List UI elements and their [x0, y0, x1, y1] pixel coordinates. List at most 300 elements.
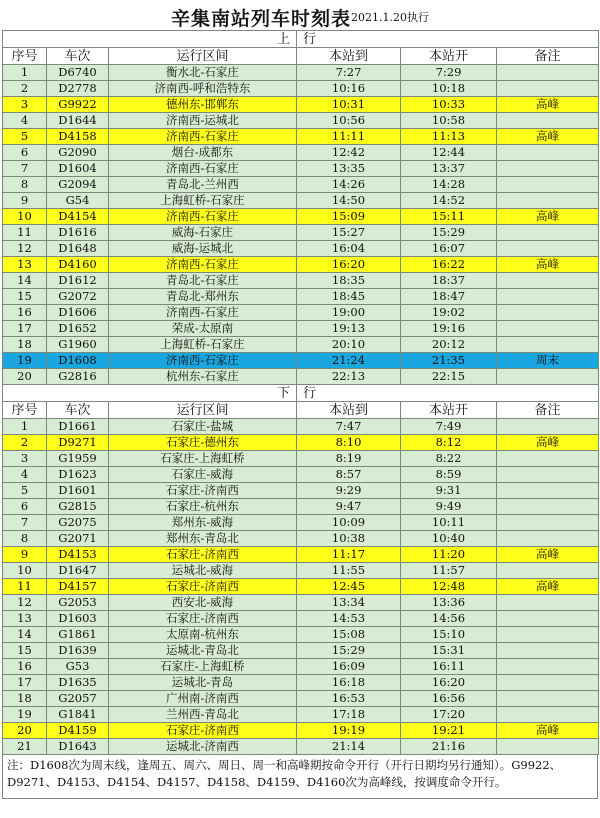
route: 济南西-石家庄	[109, 209, 297, 225]
arrival-time: 12:45	[297, 579, 401, 595]
train-number: G2815	[47, 499, 109, 515]
table-row	[3, 145, 599, 161]
row-number: 9	[3, 193, 47, 209]
remark	[497, 643, 599, 659]
table-row	[3, 659, 599, 675]
remark	[497, 145, 599, 161]
row-number: 13	[3, 611, 47, 627]
train-number: D4159	[47, 723, 109, 739]
page-title: 辛集南站列车时刻表	[171, 8, 352, 30]
departure-time: 15:11	[401, 209, 497, 225]
arrival-time: 15:27	[297, 225, 401, 241]
remark	[497, 611, 599, 627]
table-row	[3, 65, 599, 81]
table-row	[3, 81, 599, 97]
departure-time: 8:12	[401, 435, 497, 451]
row-number: 21	[3, 739, 47, 755]
remark	[497, 451, 599, 467]
departure-time: 12:48	[401, 579, 497, 595]
train-number: D1647	[47, 563, 109, 579]
table-row	[3, 161, 599, 177]
train-number: D1635	[47, 675, 109, 691]
row-number: 8	[3, 531, 47, 547]
down-label-right: 行	[297, 385, 599, 402]
timetable-title	[0, 0, 600, 30]
departure-time: 21:35	[401, 353, 497, 369]
remark	[497, 419, 599, 435]
arrival-time: 13:35	[297, 161, 401, 177]
train-number: D9271	[47, 435, 109, 451]
table-row	[3, 643, 599, 659]
table-row	[3, 321, 599, 337]
route: 青岛北-兰州西	[109, 177, 297, 193]
row-number: 10	[3, 563, 47, 579]
remark	[497, 595, 599, 611]
remark	[497, 113, 599, 129]
row-number: 7	[3, 161, 47, 177]
row-number: 1	[3, 65, 47, 81]
route: 衡水北-石家庄	[109, 65, 297, 81]
table-row	[3, 483, 599, 499]
train-number: D1608	[47, 353, 109, 369]
route: 运城北-青岛	[109, 675, 297, 691]
route: 石家庄-上海虹桥	[109, 451, 297, 467]
row-number: 16	[3, 305, 47, 321]
table-row	[3, 451, 599, 467]
table-row	[3, 723, 599, 739]
arrival-time: 9:29	[297, 483, 401, 499]
remark	[497, 161, 599, 177]
remark	[497, 321, 599, 337]
remark	[497, 369, 599, 385]
train-number: G2057	[47, 691, 109, 707]
train-number: G2053	[47, 595, 109, 611]
up-direction-header	[3, 31, 599, 48]
up-label-right: 行	[297, 31, 599, 48]
remark	[497, 241, 599, 257]
train-number: G2071	[47, 531, 109, 547]
remark	[497, 515, 599, 531]
down-column-header	[3, 402, 599, 419]
table-row	[3, 515, 599, 531]
col-train-header: 车次	[47, 48, 109, 65]
col-depart-header: 本站开	[401, 402, 497, 419]
route: 郑州东-青岛北	[109, 531, 297, 547]
table-row	[3, 579, 599, 595]
departure-time: 18:37	[401, 273, 497, 289]
arrival-time: 16:20	[297, 257, 401, 273]
route: 济南西-石家庄	[109, 129, 297, 145]
remark	[497, 305, 599, 321]
train-number: D1616	[47, 225, 109, 241]
up-label-left: 上	[3, 31, 297, 48]
arrival-time: 11:11	[297, 129, 401, 145]
route: 德州东-邯郸东	[109, 97, 297, 113]
remark: 高峰	[497, 129, 599, 145]
train-number: D1623	[47, 467, 109, 483]
arrival-time: 10:56	[297, 113, 401, 129]
row-number: 4	[3, 113, 47, 129]
arrival-time: 16:53	[297, 691, 401, 707]
table-row	[3, 273, 599, 289]
arrival-time: 8:10	[297, 435, 401, 451]
arrival-time: 20:10	[297, 337, 401, 353]
table-row	[3, 531, 599, 547]
row-number: 2	[3, 81, 47, 97]
departure-time: 15:31	[401, 643, 497, 659]
table-row	[3, 467, 599, 483]
route: 石家庄-德州东	[109, 435, 297, 451]
route: 济南西-石家庄	[109, 257, 297, 273]
timetable	[2, 30, 599, 755]
arrival-time: 18:45	[297, 289, 401, 305]
departure-time: 19:02	[401, 305, 497, 321]
col-arrive-header: 本站到	[297, 48, 401, 65]
remark: 高峰	[497, 723, 599, 739]
route: 上海虹桥-石家庄	[109, 193, 297, 209]
arrival-time: 15:08	[297, 627, 401, 643]
route: 上海虹桥-石家庄	[109, 337, 297, 353]
train-number: G1861	[47, 627, 109, 643]
route: 烟台-成都东	[109, 145, 297, 161]
row-number: 15	[3, 643, 47, 659]
departure-time: 16:11	[401, 659, 497, 675]
remark: 周末	[497, 353, 599, 369]
train-number: D6740	[47, 65, 109, 81]
arrival-time: 12:42	[297, 145, 401, 161]
train-number: D4154	[47, 209, 109, 225]
route: 石家庄-济南西	[109, 611, 297, 627]
route: 石家庄-济南西	[109, 547, 297, 563]
table-row	[3, 257, 599, 273]
train-number: D4160	[47, 257, 109, 273]
arrival-time: 9:47	[297, 499, 401, 515]
row-number: 18	[3, 691, 47, 707]
arrival-time: 11:17	[297, 547, 401, 563]
arrival-time: 19:00	[297, 305, 401, 321]
train-number: D2778	[47, 81, 109, 97]
arrival-time: 16:09	[297, 659, 401, 675]
departure-time: 14:52	[401, 193, 497, 209]
route: 威海-石家庄	[109, 225, 297, 241]
remark	[497, 483, 599, 499]
departure-time: 15:10	[401, 627, 497, 643]
arrival-time: 8:19	[297, 451, 401, 467]
departure-time: 11:13	[401, 129, 497, 145]
remark	[497, 627, 599, 643]
remark	[497, 691, 599, 707]
departure-time: 8:59	[401, 467, 497, 483]
departure-time: 15:29	[401, 225, 497, 241]
route: 济南西-石家庄	[109, 161, 297, 177]
remark	[497, 707, 599, 723]
departure-time: 19:21	[401, 723, 497, 739]
arrival-time: 11:55	[297, 563, 401, 579]
departure-time: 16:22	[401, 257, 497, 273]
route: 西安北-威海	[109, 595, 297, 611]
row-number: 17	[3, 321, 47, 337]
remark	[497, 289, 599, 305]
row-number: 1	[3, 419, 47, 435]
route: 运城北-青岛北	[109, 643, 297, 659]
remark	[497, 531, 599, 547]
col-note-header: 备注	[497, 48, 599, 65]
remark	[497, 81, 599, 97]
row-number: 9	[3, 547, 47, 563]
table-row	[3, 193, 599, 209]
row-number: 3	[3, 97, 47, 113]
remark: 高峰	[497, 547, 599, 563]
train-number: G1841	[47, 707, 109, 723]
arrival-time: 14:53	[297, 611, 401, 627]
remark	[497, 675, 599, 691]
row-number: 19	[3, 707, 47, 723]
table-row	[3, 97, 599, 113]
route: 石家庄-上海虹桥	[109, 659, 297, 675]
row-number: 20	[3, 723, 47, 739]
table-row	[3, 627, 599, 643]
table-row	[3, 435, 599, 451]
departure-time: 13:37	[401, 161, 497, 177]
train-number: D1601	[47, 483, 109, 499]
train-number: D1644	[47, 113, 109, 129]
arrival-time: 21:24	[297, 353, 401, 369]
train-number: D4158	[47, 129, 109, 145]
table-row	[3, 353, 599, 369]
train-number: D1661	[47, 419, 109, 435]
col-depart-header: 本站开	[401, 48, 497, 65]
row-number: 3	[3, 451, 47, 467]
departure-time: 17:20	[401, 707, 497, 723]
train-number: G1960	[47, 337, 109, 353]
arrival-time: 14:26	[297, 177, 401, 193]
remark: 高峰	[497, 435, 599, 451]
table-row	[3, 113, 599, 129]
row-number: 11	[3, 225, 47, 241]
row-number: 6	[3, 145, 47, 161]
remark	[497, 65, 599, 81]
table-row	[3, 547, 599, 563]
table-row	[3, 419, 599, 435]
table-row	[3, 499, 599, 515]
row-number: 17	[3, 675, 47, 691]
route: 杭州东-石家庄	[109, 369, 297, 385]
departure-time: 19:16	[401, 321, 497, 337]
table-row	[3, 209, 599, 225]
remark	[497, 193, 599, 209]
arrival-time: 21:14	[297, 739, 401, 755]
departure-time: 7:29	[401, 65, 497, 81]
remark	[497, 499, 599, 515]
departure-time: 16:56	[401, 691, 497, 707]
arrival-time: 22:13	[297, 369, 401, 385]
train-number: G54	[47, 193, 109, 209]
timetable-body	[3, 31, 599, 755]
row-number: 15	[3, 289, 47, 305]
table-row	[3, 289, 599, 305]
departure-time: 11:57	[401, 563, 497, 579]
departure-time: 13:36	[401, 595, 497, 611]
departure-time: 10:40	[401, 531, 497, 547]
route: 运城北-济南西	[109, 739, 297, 755]
remark: 高峰	[497, 97, 599, 113]
route: 威海-运城北	[109, 241, 297, 257]
arrival-time: 14:50	[297, 193, 401, 209]
footnote: 注：D1608次为周末线，逢周五、周六、周日、周一和高峰期按命令开行（开行日期均另行通知）。G9922、D9271、D4153、D4154、D4157、D4158、D4159、D4160次为高峰线，按调度命令开行。	[2, 755, 598, 799]
table-row	[3, 369, 599, 385]
table-row	[3, 129, 599, 145]
row-number: 19	[3, 353, 47, 369]
departure-time: 9:49	[401, 499, 497, 515]
remark	[497, 225, 599, 241]
departure-time: 16:20	[401, 675, 497, 691]
train-number: D1603	[47, 611, 109, 627]
table-row	[3, 305, 599, 321]
arrival-time: 7:47	[297, 419, 401, 435]
row-number: 4	[3, 467, 47, 483]
arrival-time: 15:09	[297, 209, 401, 225]
route: 石家庄-杭州东	[109, 499, 297, 515]
col-train-header: 车次	[47, 402, 109, 419]
train-number: G2090	[47, 145, 109, 161]
train-number: G9922	[47, 97, 109, 113]
departure-time: 20:12	[401, 337, 497, 353]
row-number: 12	[3, 595, 47, 611]
row-number: 6	[3, 499, 47, 515]
departure-time: 8:22	[401, 451, 497, 467]
route: 兰州西-青岛北	[109, 707, 297, 723]
route: 太原南-杭州东	[109, 627, 297, 643]
train-number: D1604	[47, 161, 109, 177]
arrival-time: 15:29	[297, 643, 401, 659]
departure-time: 11:20	[401, 547, 497, 563]
train-number: G2094	[47, 177, 109, 193]
departure-time: 18:47	[401, 289, 497, 305]
down-direction-header	[3, 385, 599, 402]
arrival-time: 17:18	[297, 707, 401, 723]
route: 青岛北-石家庄	[109, 273, 297, 289]
departure-time: 12:44	[401, 145, 497, 161]
train-number: G2816	[47, 369, 109, 385]
table-row	[3, 675, 599, 691]
departure-time: 10:33	[401, 97, 497, 113]
remark	[497, 337, 599, 353]
arrival-time: 16:04	[297, 241, 401, 257]
departure-time: 21:16	[401, 739, 497, 755]
arrival-time: 10:31	[297, 97, 401, 113]
col-arrive-header: 本站到	[297, 402, 401, 419]
route: 石家庄-济南西	[109, 579, 297, 595]
arrival-time: 18:35	[297, 273, 401, 289]
route: 石家庄-威海	[109, 467, 297, 483]
col-note-header: 备注	[497, 402, 599, 419]
train-number: D4157	[47, 579, 109, 595]
departure-time: 7:49	[401, 419, 497, 435]
arrival-time: 13:34	[297, 595, 401, 611]
table-row	[3, 691, 599, 707]
train-number: G2075	[47, 515, 109, 531]
row-number: 14	[3, 273, 47, 289]
row-number: 16	[3, 659, 47, 675]
route: 广州南-济南西	[109, 691, 297, 707]
route: 济南西-石家庄	[109, 305, 297, 321]
up-column-header	[3, 48, 599, 65]
row-number: 11	[3, 579, 47, 595]
remark	[497, 563, 599, 579]
row-number: 18	[3, 337, 47, 353]
route: 荣成-太原南	[109, 321, 297, 337]
arrival-time: 7:27	[297, 65, 401, 81]
train-number: G1959	[47, 451, 109, 467]
arrival-time: 8:57	[297, 467, 401, 483]
remark: 高峰	[497, 579, 599, 595]
remark	[497, 273, 599, 289]
row-number: 10	[3, 209, 47, 225]
departure-time: 22:15	[401, 369, 497, 385]
col-no-header: 序号	[3, 48, 47, 65]
departure-time: 10:11	[401, 515, 497, 531]
remark	[497, 659, 599, 675]
table-row	[3, 739, 599, 755]
train-number: D4153	[47, 547, 109, 563]
route: 青岛北-郑州东	[109, 289, 297, 305]
col-no-header: 序号	[3, 402, 47, 419]
table-row	[3, 563, 599, 579]
departure-time: 14:56	[401, 611, 497, 627]
col-route-header: 运行区间	[109, 48, 297, 65]
departure-time: 14:28	[401, 177, 497, 193]
row-number: 7	[3, 515, 47, 531]
remark	[497, 467, 599, 483]
row-number: 20	[3, 369, 47, 385]
down-label-left: 下	[3, 385, 297, 402]
train-number: D1643	[47, 739, 109, 755]
remark: 高峰	[497, 209, 599, 225]
row-number: 2	[3, 435, 47, 451]
table-row	[3, 595, 599, 611]
train-number: D1639	[47, 643, 109, 659]
table-row	[3, 241, 599, 257]
train-number: G53	[47, 659, 109, 675]
arrival-time: 19:13	[297, 321, 401, 337]
row-number: 14	[3, 627, 47, 643]
table-row	[3, 177, 599, 193]
departure-time: 10:58	[401, 113, 497, 129]
arrival-time: 10:16	[297, 81, 401, 97]
table-row	[3, 337, 599, 353]
train-number: D1606	[47, 305, 109, 321]
route: 运城北-威海	[109, 563, 297, 579]
route: 石家庄-济南西	[109, 723, 297, 739]
route: 郑州东-威海	[109, 515, 297, 531]
departure-time: 16:07	[401, 241, 497, 257]
train-number: D1612	[47, 273, 109, 289]
train-number: G2072	[47, 289, 109, 305]
train-number: D1652	[47, 321, 109, 337]
remark	[497, 177, 599, 193]
arrival-time: 16:18	[297, 675, 401, 691]
route: 济南西-石家庄	[109, 353, 297, 369]
route: 济南西-呼和浩特东	[109, 81, 297, 97]
row-number: 13	[3, 257, 47, 273]
row-number: 5	[3, 129, 47, 145]
departure-time: 10:18	[401, 81, 497, 97]
table-row	[3, 707, 599, 723]
table-row	[3, 225, 599, 241]
arrival-time: 10:09	[297, 515, 401, 531]
route: 石家庄-济南西	[109, 483, 297, 499]
table-row	[3, 611, 599, 627]
